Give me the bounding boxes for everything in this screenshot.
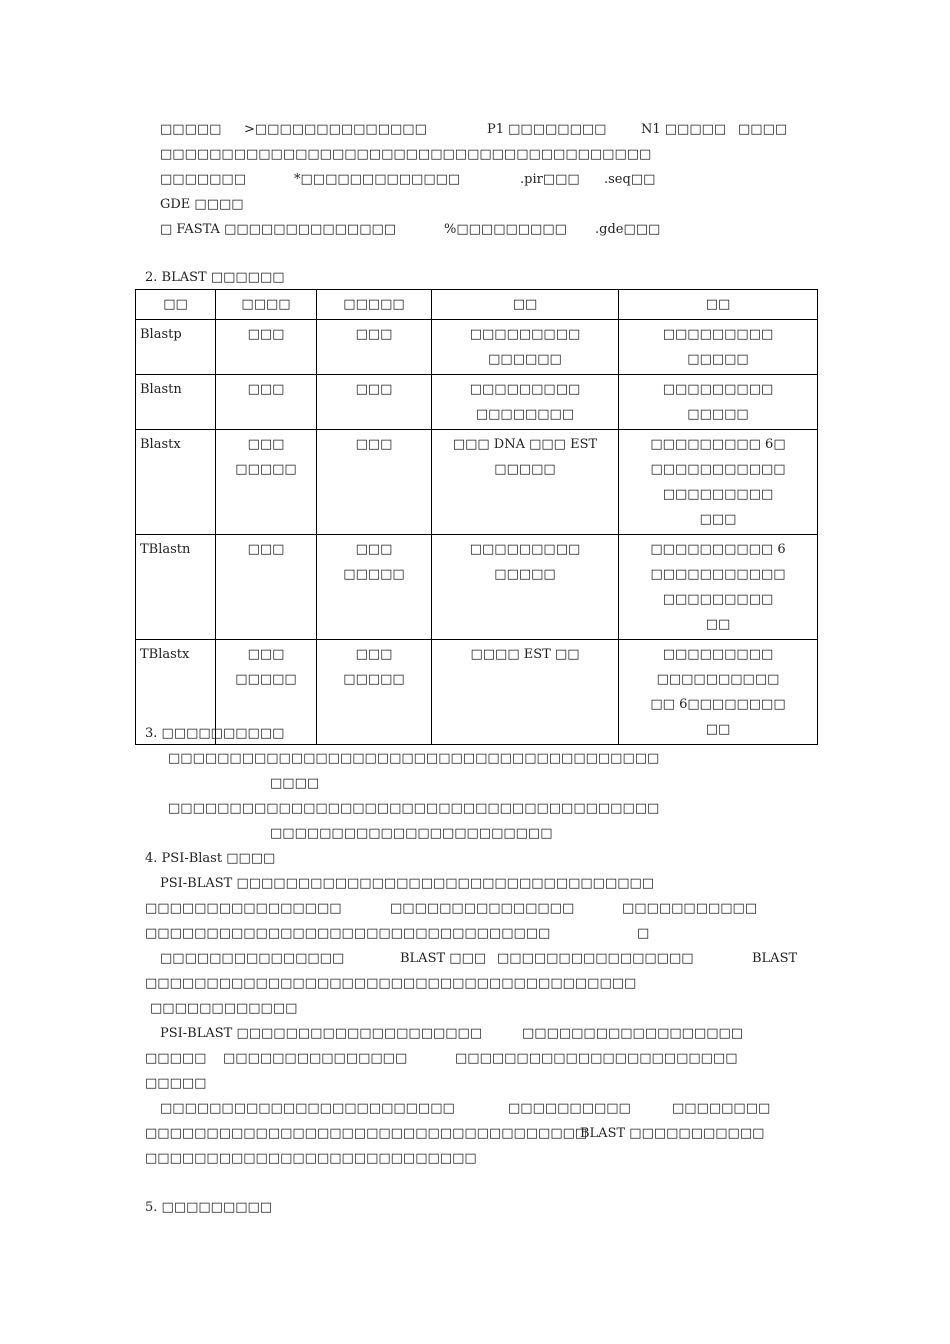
blast-program-table xyxy=(135,289,818,745)
text-line: □□□□□□□□□□□□□□□□□□□□□□□ xyxy=(455,1051,738,1066)
text-line: □ FASTA □□□□□□□□□□□□□□ xyxy=(160,222,397,237)
text-line: □□□□□□□□ xyxy=(672,1101,771,1116)
table-row xyxy=(136,320,818,375)
program-name-cell: TBlastn xyxy=(136,535,216,640)
text-line: □□□□□□□□□□□□□□□ xyxy=(223,1051,408,1066)
text-line: □□□□□□□□□□□□□□□□□□□□□□□□□□□□□□□□□□□□□□□□ xyxy=(145,976,637,991)
text-line: □□□□□□□□□□□□□□□□□□□□□□□□□□□□□□□□□ xyxy=(145,926,551,941)
text-line: □□□□□□□□□□□□□□□ xyxy=(160,951,345,966)
text-line: .gde□□□ xyxy=(595,222,661,237)
table-cell: □□□□□□□□□ □□□□□ xyxy=(619,375,818,430)
table-header-cell: □□ xyxy=(619,290,818,320)
table-cell: □□□□ EST □□ xyxy=(432,640,619,745)
table-cell: □□□□□□□□□ □□□□□ xyxy=(432,535,619,640)
table-cell: □□□□□□□□□ □□□□□□□□ xyxy=(432,375,619,430)
table-cell: □□□ DNA □□□ EST □□□□□ xyxy=(432,430,619,535)
text-line: □□□□□□□□□□□□□□□ xyxy=(390,901,575,916)
program-name-cell: Blastp xyxy=(136,320,216,375)
text-line: □□□□□□□□□□□□□□□□□□□□□□□□□□□□□□□□□□□□□□□□ xyxy=(168,801,660,816)
text-line: 5. □□□□□□□□□ xyxy=(145,1200,273,1215)
text-line: PSI-BLAST □□□□□□□□□□□□□□□□□□□□□□□□□□□□□□□□□□ xyxy=(160,876,655,891)
section-2-heading: 2. BLAST □□□□□□ xyxy=(145,270,285,285)
program-name-cell: Blastx xyxy=(136,430,216,535)
text-line: □□□□□□□□□□□□□□□□□□□□□□□ xyxy=(270,826,553,841)
text-line: >□□□□□□□□□□□□□□ xyxy=(244,122,427,137)
table-cell: □□□ xyxy=(216,535,317,640)
table-cell: □□□ □□□□□ xyxy=(216,430,317,535)
table-cell: □□□ □□□□□ xyxy=(317,535,432,640)
table-header-cell: □□□□□ xyxy=(317,290,432,320)
table-header-cell: □□ xyxy=(136,290,216,320)
table-row xyxy=(136,535,818,640)
text-line: □□□□□ xyxy=(145,1051,207,1066)
table-cell: □□□ xyxy=(317,375,432,430)
text-line: □□□□□□□ xyxy=(160,172,246,187)
table-cell: □□□□□□□□□ □□□□□□□□□□ □□ 6□□□□□□□□ □□ xyxy=(619,640,818,745)
table-cell: □□□□□□□□□ □□□□□□ xyxy=(432,320,619,375)
text-line: N1 □□□□□ xyxy=(641,122,727,137)
text-line: □□□□□ xyxy=(160,122,222,137)
table-cell: □□□ □□□□□ xyxy=(216,640,317,745)
table-row xyxy=(136,375,818,430)
text-line: □□□□ xyxy=(270,776,320,791)
text-line: .pir□□□ xyxy=(520,172,580,187)
table-cell: □□□ xyxy=(317,320,432,375)
table-cell: □□□ □□□□□ xyxy=(317,640,432,745)
text-line: BLAST □□□ xyxy=(400,951,487,966)
text-line: □□□□□□□□□□□□□□□□□□□□□□□□□□□□□□□□□□□□ xyxy=(145,1126,588,1141)
table-cell: □□□□□□□□□□ 6 □□□□□□□□□□□ □□□□□□□□□ □□ xyxy=(619,535,818,640)
table-header-cell: □□ xyxy=(432,290,619,320)
table-header-row xyxy=(136,290,818,320)
text-line: □□□□□□□□□□□□□□□□ xyxy=(497,951,694,966)
text-line: □□□□□□□□□□ xyxy=(508,1101,631,1116)
text-line: □ xyxy=(637,926,650,941)
table-cell: □□□□□□□□□ 6□ □□□□□□□□□□□ □□□□□□□□□ □□□ xyxy=(619,430,818,535)
text-line: BLAST xyxy=(752,951,798,966)
text-line: GDE □□□□ xyxy=(160,197,244,212)
text-line: □□□□□□□□□□□□□□□□□□□□□□□□□□□ xyxy=(145,1151,477,1166)
text-line: □□□□□□□□□□□ xyxy=(622,901,758,916)
text-line: 4. PSI-Blast □□□□ xyxy=(145,851,276,866)
text-line: PSI-BLAST □□□□□□□□□□□□□□□□□□□□ xyxy=(160,1026,483,1041)
text-line: .seq□□ xyxy=(604,172,656,187)
text-line: □□□□ xyxy=(738,122,788,137)
program-name-cell: Blastn xyxy=(136,375,216,430)
program-name-cell: TBlastx xyxy=(136,640,216,745)
table-cell: □□□ xyxy=(216,320,317,375)
table-cell: □□□□□□□□□ □□□□□ xyxy=(619,320,818,375)
text-line: □□□□□□□□□□□□ xyxy=(150,1001,298,1016)
table-header-cell: □□□□ xyxy=(216,290,317,320)
text-line: □□□□□ xyxy=(145,1076,207,1091)
table-cell: □□□ xyxy=(317,430,432,535)
text-line: 3. □□□□□□□□□□ xyxy=(145,726,285,741)
text-line: □□□□□□□□□□□□□□□□□□□□□□□□□□□□□□□□□□□□□□□□ xyxy=(168,751,660,766)
table-cell: □□□ xyxy=(216,375,317,430)
text-line: P1 □□□□□□□□ xyxy=(487,122,607,137)
table-row xyxy=(136,430,818,535)
text-line: *□□□□□□□□□□□□□ xyxy=(294,172,461,187)
text-line: □□□□□□□□□□□□□□□□□□ xyxy=(522,1026,744,1041)
text-line: %□□□□□□□□□ xyxy=(444,222,567,237)
text-line: □□□□□□□□□□□□□□□□□□□□□□□□□□□□□□□□□□□□□□□□ xyxy=(160,147,652,162)
text-line: BLAST □□□□□□□□□□□ xyxy=(580,1126,765,1141)
text-line: □□□□□□□□□□□□□□□□ xyxy=(145,901,342,916)
text-line: □□□□□□□□□□□□□□□□□□□□□□□□ xyxy=(160,1101,455,1116)
